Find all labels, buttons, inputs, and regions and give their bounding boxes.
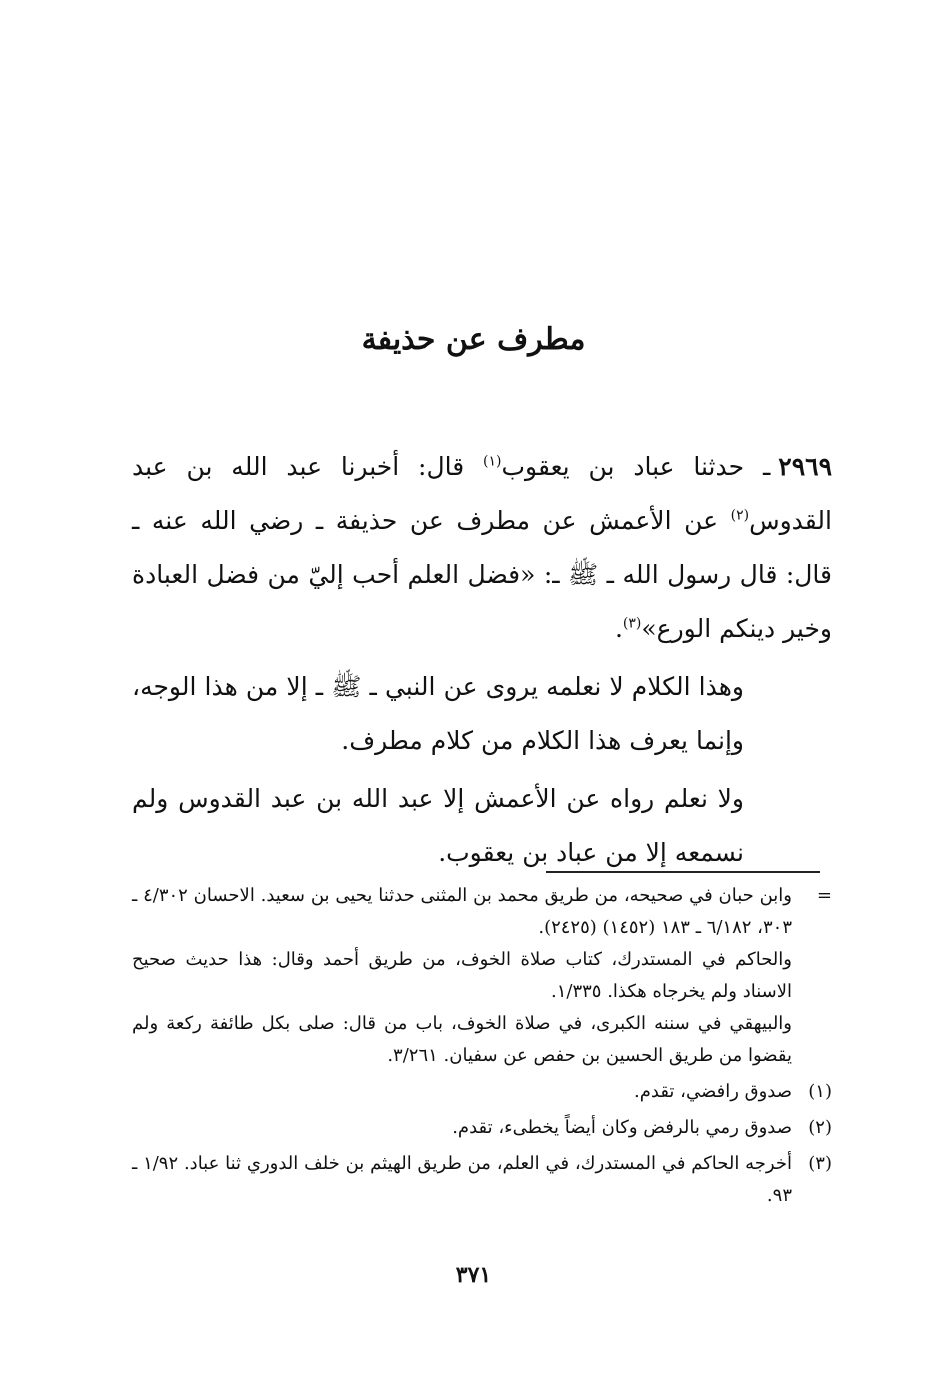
main-text xyxy=(132,440,832,884)
footnote-mark: (١) xyxy=(808,1081,832,1102)
footnote-text: أخرجه الحاكم في المستدرك، في العلم، من طريق الهيثم بن خلف الدوري ثنا عباد. ١/٩٢ ـ ٩٣. xyxy=(132,1153,792,1206)
footnote-ref-3[interactable]: (٣) xyxy=(622,615,642,632)
footnotes-section xyxy=(132,880,832,1216)
continuation-paragraph-1: وابن حبان في صحيحه، من طريق محمد بن المثنى حدثنا يحيى بن سعيد. الاحسان ٤/٣٠٢ ـ ٣٠٣، ٦/١٨٢ ـ ١٨٣ (١٤٥٢) (٢٤٢٥). xyxy=(132,885,792,938)
footnote-item xyxy=(132,1112,832,1144)
commentary-paragraph-2: ولا نعلم رواه عن الأعمش إلا عبد الله بن عبد القدوس ولم نسمعه إلا من عباد بن يعقوب. xyxy=(132,784,744,867)
hadith-number: ٢٩٦٩ xyxy=(778,452,832,481)
hadith-text-3: عن الأعمش عن مطرف عن حذيفة ـ رضي الله عنه ـ قال: قال رسول الله ـ ﷺ ـ: «فضل العلم أحب إليّ من فضل العبادة وخير دينكم الورع» xyxy=(132,506,832,643)
footnote-mark: (٣) xyxy=(808,1153,832,1174)
hadith-text-1: ـ حدثنا عباد بن يعقوب xyxy=(501,452,771,481)
continuation-paragraph-3: والبيهقي في سننه الكبرى، في صلاة الخوف، باب من قال: صلى بكل طائفة ركعة ولم يقضوا من طريق الحسين بن حفص عن سفيان. ٣/٢٦١. xyxy=(132,1013,792,1066)
page-number: ٣٧١ xyxy=(455,1262,492,1288)
footnote-mark: (٢) xyxy=(808,1117,832,1138)
commentary-paragraph-1: وهذا الكلام لا نعلمه يروى عن النبي ـ ﷺ ـ إلا من هذا الوجه، وإنما يعرف هذا الكلام من كلام مطرف. xyxy=(132,672,744,755)
continuation-paragraph-2: والحاكم في المستدرك، كتاب صلاة الخوف، من طريق أحمد وقال: هذا حديث صحيح الاسناد ولم يخرجاه هكذا. ١/٣٣٥. xyxy=(132,949,792,1002)
chapter-title: مطرف عن حذيفة xyxy=(361,322,586,357)
hadith-text-2: قال: أخبرنا عبد الله بن عبد القدوس xyxy=(132,452,832,535)
footnote-item xyxy=(132,1148,832,1212)
hadith-text-end: . xyxy=(614,614,623,643)
continuation-mark: = xyxy=(816,885,832,906)
footnote-text: صدوق رافضي، تقدم. xyxy=(634,1081,792,1102)
hadith-paragraph xyxy=(132,440,832,656)
footnote-continuation xyxy=(132,880,832,1072)
footnote-text: صدوق رمي بالرفض وكان أيضاً يخطىء، تقدم. xyxy=(452,1117,792,1138)
footnote-divider xyxy=(546,871,820,873)
footnote-item xyxy=(132,1076,832,1108)
footnote-continuation-text xyxy=(132,880,792,1072)
footnote-ref-1[interactable]: (١) xyxy=(483,453,502,470)
footnote-ref-2[interactable]: (٢) xyxy=(730,507,750,524)
